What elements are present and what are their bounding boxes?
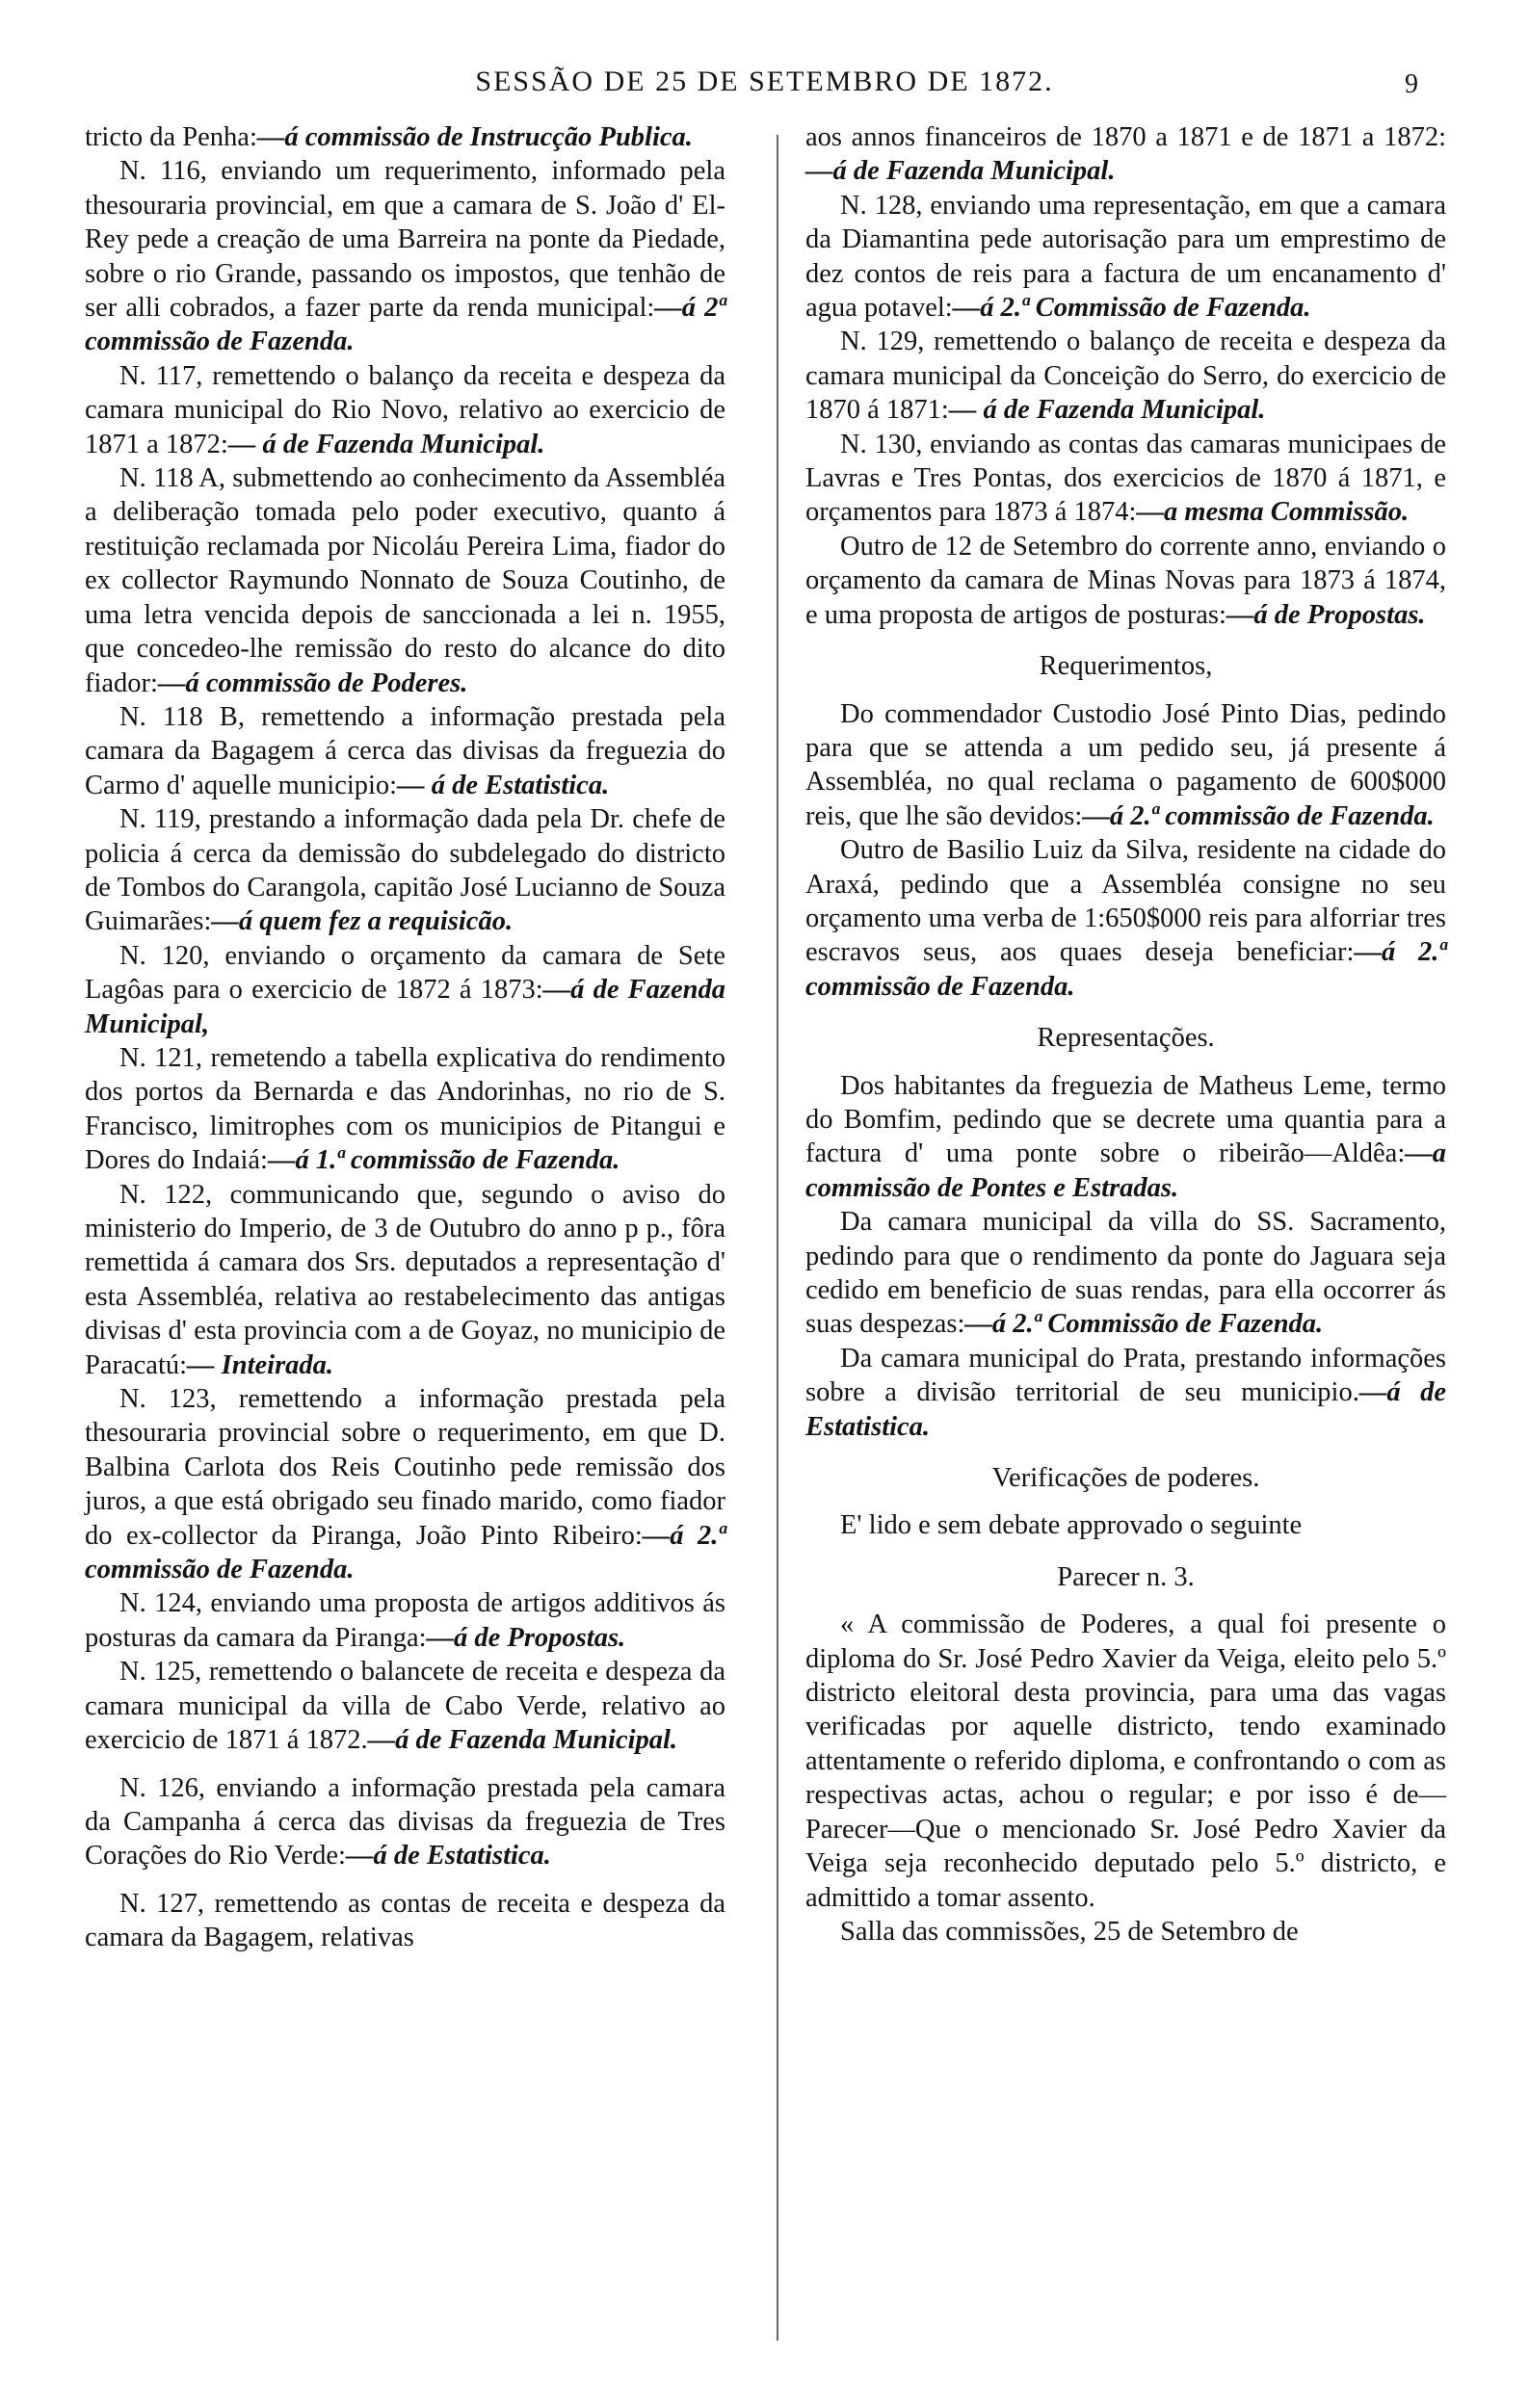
- paragraph: tricto da Penha:—á commissão de Instrucção Publica.: [85, 122, 693, 152]
- paragraph: N. 130, enviando as contas das camaras municipaes de Lavras e Tres Pontas, dos exercicios de 1870 á 1871, e orçamentos para 1873 á 1874:—a mesma Commissão.: [805, 429, 1446, 528]
- page-number: 9: [1405, 69, 1418, 99]
- paragraph: Da camara municipal da villa do SS. Sacramento, pedindo para que o rendimento da ponte do Jaguara seja cedido em beneficio de suas rendas, para ella occorrer ás suas despezas:—á 2.ª Commissão de Fazenda.: [805, 1207, 1446, 1340]
- section-heading: Parecer n. 3.: [1057, 1561, 1195, 1592]
- column-divider: [777, 135, 778, 2341]
- paragraph: N. 122, communicando que, segundo o aviso do ministerio do Imperio, de 3 de Outubro do anno p p., fôra remettida á camara dos Srs. deputados a representação d' esta Assembléa, relativa ao restabelecimento das antigas divisas d' esta provincia com a de Goyaz, no municipio de Paracatú:— Inteirada.: [85, 1179, 725, 1380]
- paragraph: Dos habitantes da freguezia de Matheus Leme, termo do Bomfim, pedindo que se decrete uma quantia para a factura d' uma ponte sobre o ribeirão—Aldêa:—a commissão de Pontes e Estradas.: [805, 1070, 1446, 1203]
- paragraph: N. 127, remettendo as contas de receita e despeza da camara da Bagagem, relativas: [85, 1888, 725, 1953]
- paragraph: Da camara municipal do Prata, prestando informações sobre a divisão territorial de seu municipio.—á de Estatistica.: [805, 1343, 1446, 1442]
- left-column: [85, 120, 725, 1955]
- paragraph: Outro de 12 de Setembro do corrente anno, enviando o orçamento da camara de Minas Novas para 1873 á 1874, e uma proposta de artigos de posturas:—á de Propostas.: [805, 531, 1446, 630]
- paragraph: N. 124, enviando uma proposta de artigos additivos ás posturas da camara da Piranga:—á de Propostas.: [85, 1588, 725, 1653]
- paragraph: Outro de Basilio Luiz da Silva, residente na cidade do Araxá, pedindo que a Assembléa consigne no seu orçamento uma verba de 1:650$000 reis para alforriar tres escravos seus, aos quaes deseja beneficiar:—á 2.ª commissão de Fazenda.: [805, 835, 1446, 1002]
- paragraph: N. 120, enviando o orçamento da camara de Sete Lagôas para o exercicio de 1872 á 1873:—á de Fazenda Municipal,: [85, 940, 726, 1039]
- section-heading: Requerimentos,: [1039, 651, 1213, 682]
- section-heading: Representações.: [1037, 1023, 1215, 1054]
- page-header: [0, 58, 1529, 106]
- page-title: SESSÃO DE 25 DE SETEMBRO DE 1872.: [475, 65, 1054, 97]
- paragraph: N. 129, remettendo o balanço de receita e despeza da camara municipal da Conceição do Serro, do exercicio de 1870 á 1871:— á de Fazenda Municipal.: [805, 327, 1446, 426]
- paragraph: N. 117, remettendo o balanço da receita e despeza da camara municipal do Rio Novo, relativo ao exercicio de 1871 a 1872:— á de Fazenda Municipal.: [85, 360, 725, 459]
- paragraph: aos annos financeiros de 1870 a 1871 e de 1871 a 1872:—á de Fazenda Municipal.: [805, 122, 1446, 187]
- paragraph: « A commissão de Poderes, a qual foi presente o diploma do Sr. José Pedro Xavier da Veiga, eleito pelo 5.º districto eleitoral desta provincia, para uma das vagas verificadas por aquelle districto, tendo examinado attentamente o referido diploma, e confrontando o com as respectivas actas, achou o regular; e por isso é de—Parecer—Que o mencionado Sr. José Pedro Xavier da Veiga seja reconhecido deputado pelo 5.º districto, e admittido a tomar assento.: [805, 1610, 1446, 1913]
- paragraph: N. 126, enviando a informação prestada pela camara da Campanha á cerca das divisas da freguezia de Tres Corações do Rio Verde:—á de Estatistica.: [85, 1772, 725, 1871]
- right-column: [805, 120, 1446, 1949]
- paragraph: Salla das commissões, 25 de Setembro de: [840, 1916, 1299, 1947]
- paragraph: E' lido e sem debate approvado o seguinte: [840, 1510, 1303, 1541]
- paragraph: N. 118 B, remettendo a informação prestada pela camara da Bagagem á cerca das divisas da freguezia do Carmo d' aquelle municipio:— á de Estatistica.: [85, 701, 725, 800]
- section-heading: Verificações de poderes.: [991, 1463, 1260, 1494]
- paragraph: N. 116, enviando um requerimento, informado pela thesouraria provincial, em que a camara de S. João d' El-Rey pede a creação de uma Barreira na ponte da Piedade, sobre o rio Grande, passando os impostos, que tenhão de ser alli cobrados, a fazer parte da renda municipal:—á 2ª commissão de Fazenda.: [85, 156, 725, 357]
- paragraph: Do commendador Custodio José Pinto Dias, pedindo para que se attenda a um pedido seu, já presente á Assembléa, no qual reclama o pagamento de 600$000 reis, que lhe são devidos:—á 2.ª commissão de Fazenda.: [805, 698, 1446, 831]
- paragraph: N. 125, remettendo o balancete de receita e despeza da camara municipal da villa de Cabo Verde, relativo ao exercicio de 1871 á 1872.—á de Fazenda Municipal.: [85, 1657, 725, 1756]
- paragraph: N. 121, remetendo a tabella explicativa do rendimento dos portos da Bernarda e das Andorinhas, no rio de S. Francisco, limitrophes com os municipios de Pitangui e Dores do Indaiá:—á 1.ª commissão de Fazenda.: [85, 1042, 725, 1176]
- paragraph: N. 128, enviando uma representação, em que a camara da Diamantina pede autorisação para um emprestimo de dez contos de reis para a factura de um encanamento d' agua potavel:—á 2.ª Commissão de Fazenda.: [805, 190, 1446, 324]
- paragraph: N. 119, prestando a informação dada pela Dr. chefe de policia á cerca da demissão do subdelegado do districto de Tombos do Carangola, capitão José Lucianno de Souza Guimarães:—á quem fez a requisicão.: [85, 804, 725, 937]
- paragraph: N. 123, remettendo a informação prestada pela thesouraria provincial sobre o requerimento, em que D. Balbina Carlota dos Reis Coutinho pede remissão dos juros, a que está obrigado seu finado marido, como fiador do ex-collector da Piranga, João Pinto Ribeiro:—á 2.ª commissão de Fazenda.: [85, 1384, 725, 1585]
- paragraph: N. 118 A, submettendo ao conhecimento da Assembléa a deliberação tomada pelo poder executivo, quanto á restituição reclamada por Nicoláu Pereira Lima, fiador do ex collector Raymundo Nonnato de Souza Coutinho, de uma letra vencida depois de sanccionada a lei n. 1955, que concedeo-lhe remissão do resto do alcance do dito fiador:—á commissão de Poderes.: [85, 463, 725, 698]
